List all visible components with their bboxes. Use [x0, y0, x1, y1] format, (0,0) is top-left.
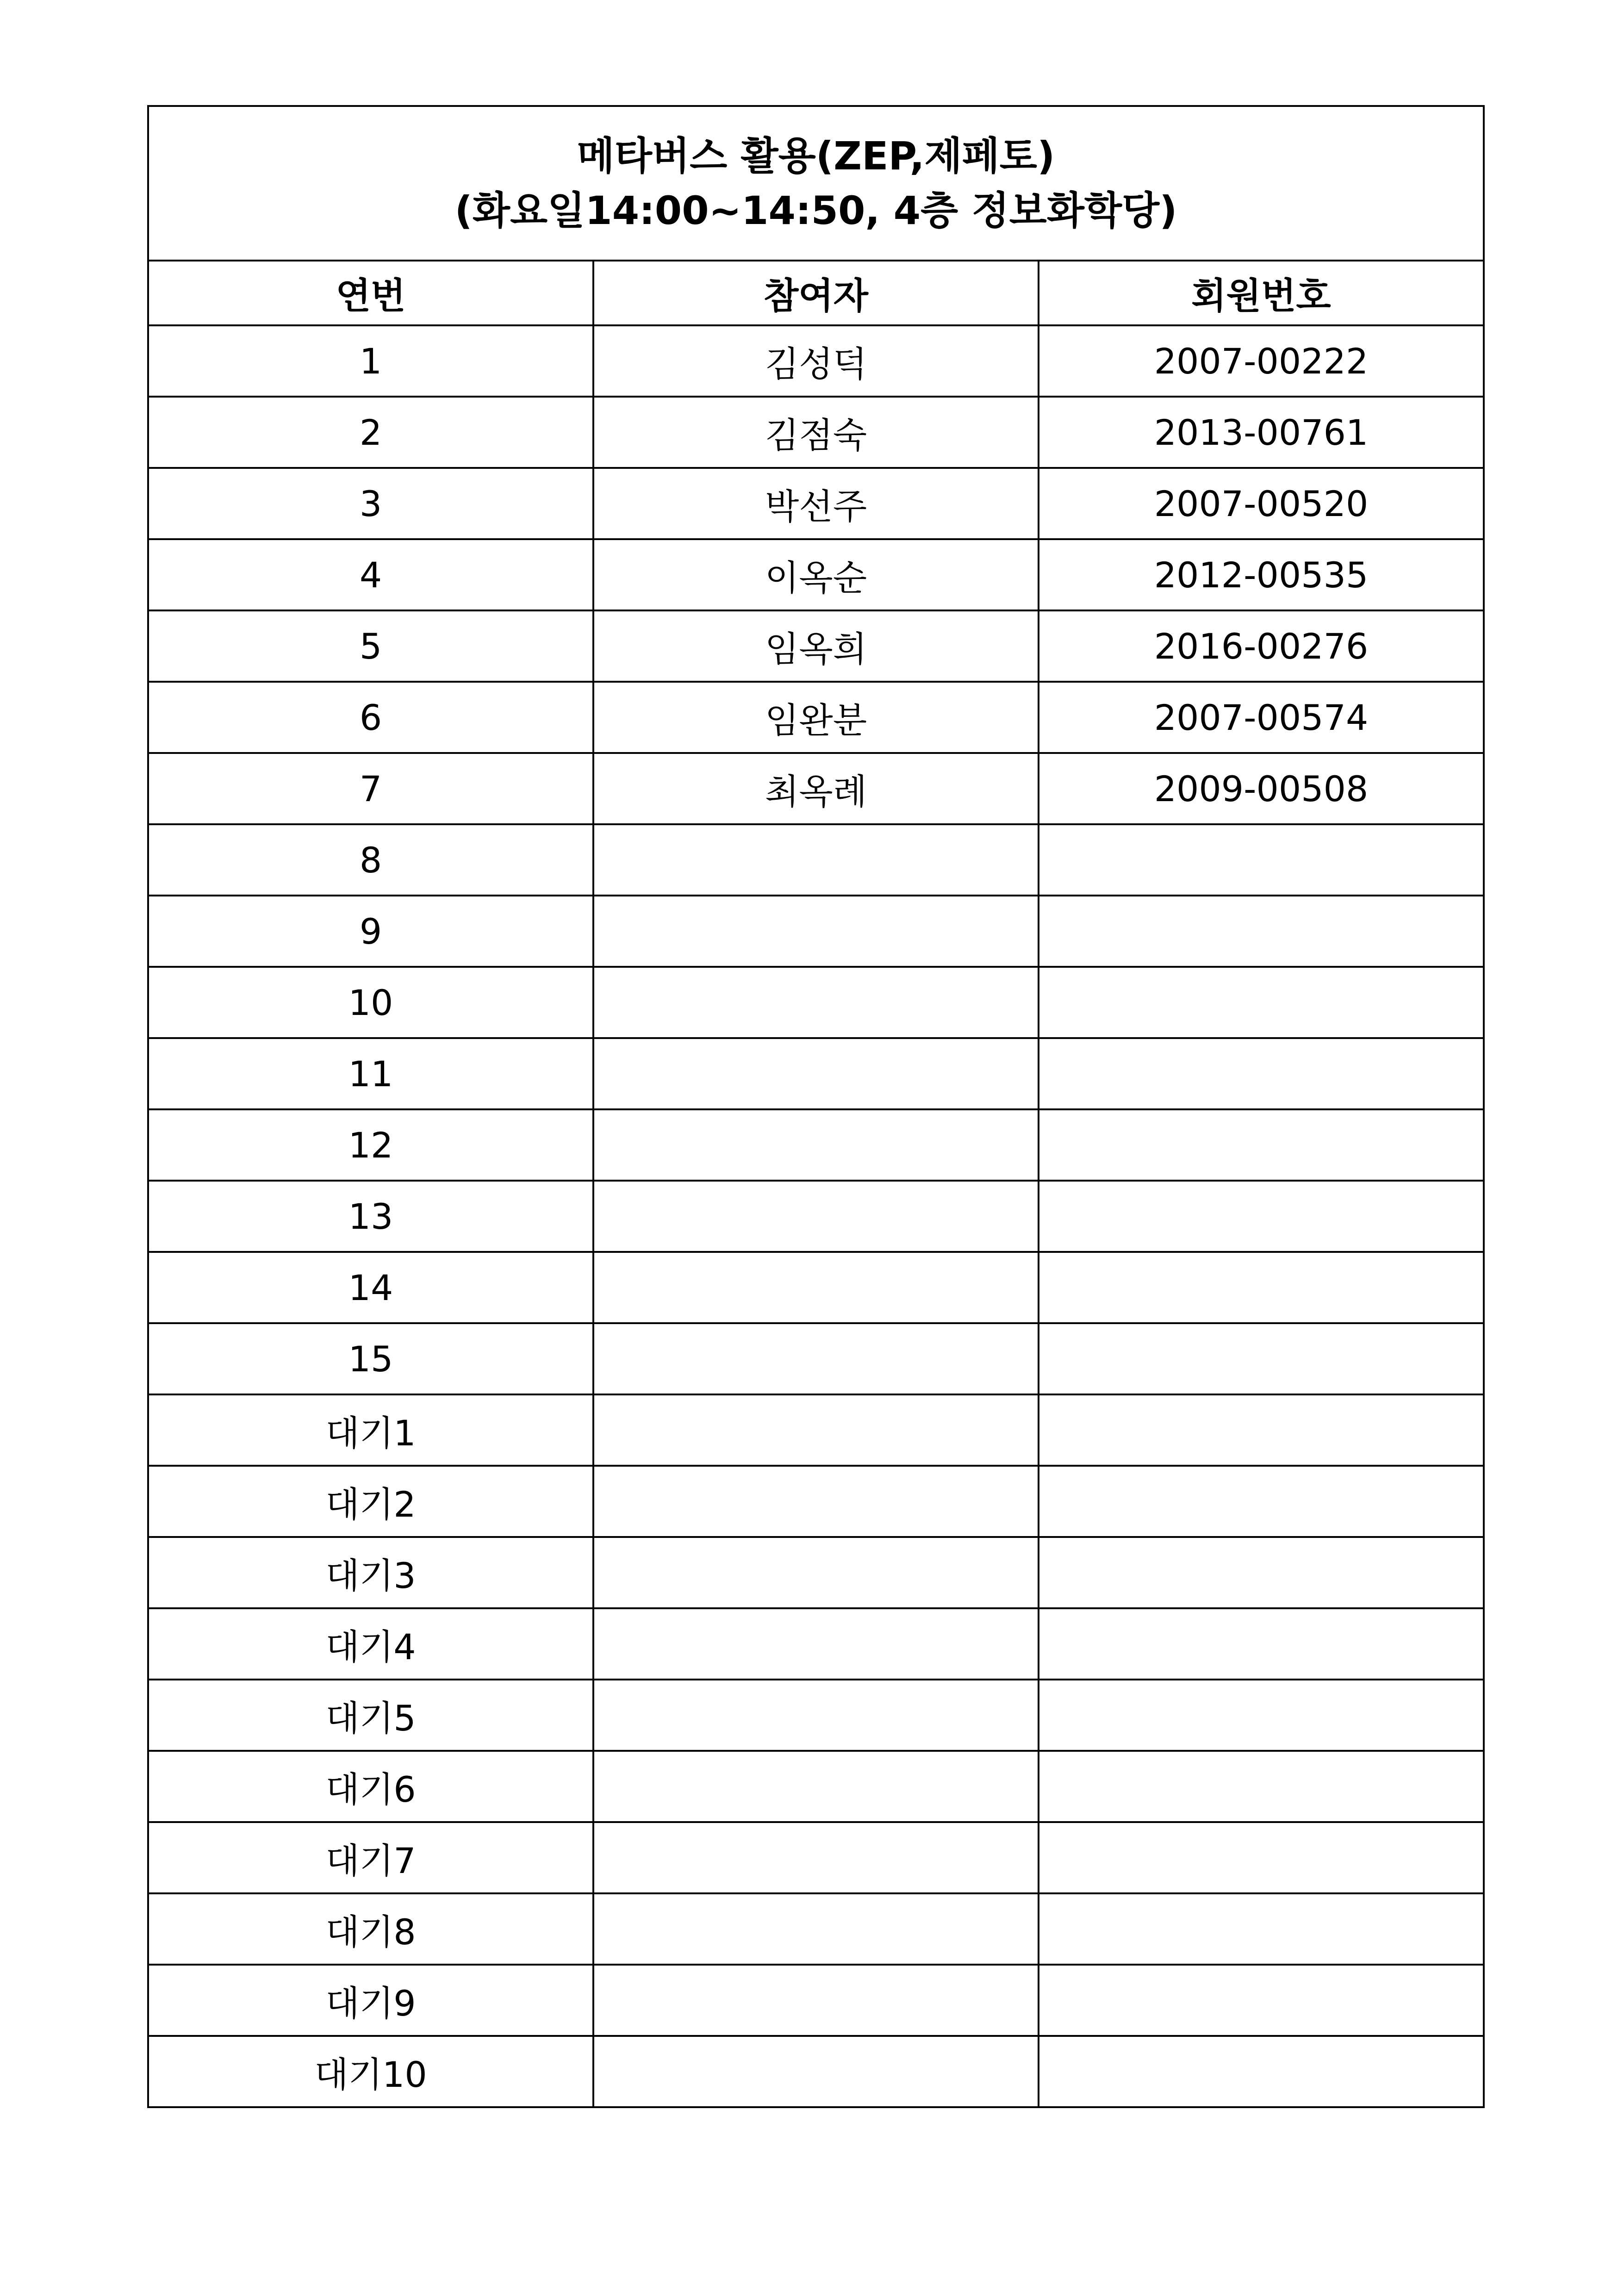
table-row	[148, 896, 1484, 967]
table-row	[148, 1038, 1484, 1109]
table-row	[148, 325, 1484, 397]
table-row	[148, 1893, 1484, 1965]
table-row	[148, 1109, 1484, 1181]
cell-number: 대기2	[148, 1466, 593, 1537]
cell-participant	[593, 1038, 1039, 1109]
cell-number: 6	[148, 682, 593, 753]
table-row	[148, 397, 1484, 468]
table-row	[148, 1252, 1484, 1323]
cell-participant: 김점숙	[593, 397, 1039, 468]
cell-number: 대기9	[148, 1965, 593, 2036]
cell-member-id	[1039, 1608, 1484, 1680]
table-row	[148, 1680, 1484, 1751]
cell-number: 7	[148, 753, 593, 824]
cell-participant	[593, 1252, 1039, 1323]
table-row	[148, 2036, 1484, 2107]
cell-number: 2	[148, 397, 593, 468]
cell-participant	[593, 824, 1039, 896]
cell-participant	[593, 2036, 1039, 2107]
cell-member-id	[1039, 1038, 1484, 1109]
cell-number: 4	[148, 539, 593, 610]
table-row	[148, 1466, 1484, 1537]
table-row	[148, 610, 1484, 682]
cell-member-id	[1039, 1965, 1484, 2036]
cell-participant	[593, 1109, 1039, 1181]
cell-member-id: 2007-00574	[1039, 682, 1484, 753]
cell-number: 11	[148, 1038, 593, 1109]
cell-member-id: 2013-00761	[1039, 397, 1484, 468]
cell-number: 대기7	[148, 1822, 593, 1893]
cell-participant: 박선주	[593, 468, 1039, 539]
cell-number: 9	[148, 896, 593, 967]
cell-number: 대기1	[148, 1394, 593, 1466]
cell-member-id	[1039, 896, 1484, 967]
cell-number: 대기10	[148, 2036, 593, 2107]
cell-number: 대기8	[148, 1893, 593, 1965]
cell-participant	[593, 1323, 1039, 1394]
attendance-sheet	[147, 105, 1483, 2108]
table-row	[148, 1965, 1484, 2036]
table-row	[148, 682, 1484, 753]
table-row	[148, 1323, 1484, 1394]
cell-participant	[593, 1822, 1039, 1893]
attendance-table	[147, 105, 1485, 2108]
cell-participant	[593, 1537, 1039, 1608]
cell-participant: 김성덕	[593, 325, 1039, 397]
cell-number: 14	[148, 1252, 593, 1323]
cell-member-id	[1039, 1893, 1484, 1965]
cell-member-id	[1039, 1181, 1484, 1252]
column-header-member-id: 회원번호	[1039, 261, 1484, 325]
cell-participant	[593, 1893, 1039, 1965]
cell-member-id	[1039, 2036, 1484, 2107]
table-row	[148, 824, 1484, 896]
cell-number: 12	[148, 1109, 593, 1181]
cell-number: 10	[148, 967, 593, 1038]
table-row	[148, 1608, 1484, 1680]
cell-member-id: 2012-00535	[1039, 539, 1484, 610]
table-row	[148, 539, 1484, 610]
cell-number: 13	[148, 1181, 593, 1252]
cell-member-id: 2007-00520	[1039, 468, 1484, 539]
cell-number: 5	[148, 610, 593, 682]
cell-member-id	[1039, 1537, 1484, 1608]
cell-number: 대기5	[148, 1680, 593, 1751]
cell-number: 8	[148, 824, 593, 896]
table-row	[148, 468, 1484, 539]
cell-member-id	[1039, 1252, 1484, 1323]
table-row	[148, 1181, 1484, 1252]
cell-participant	[593, 1394, 1039, 1466]
cell-participant: 이옥순	[593, 539, 1039, 610]
table-body	[148, 325, 1484, 2107]
table-row	[148, 753, 1484, 824]
column-header-participant: 참여자	[593, 261, 1039, 325]
header-row	[148, 261, 1484, 325]
cell-number: 대기3	[148, 1537, 593, 1608]
table-row	[148, 1822, 1484, 1893]
column-header-number: 연번	[148, 261, 593, 325]
cell-participant	[593, 896, 1039, 967]
cell-number: 1	[148, 325, 593, 397]
cell-member-id	[1039, 967, 1484, 1038]
cell-participant	[593, 1608, 1039, 1680]
table-row	[148, 967, 1484, 1038]
cell-number: 대기4	[148, 1608, 593, 1680]
cell-participant	[593, 1466, 1039, 1537]
cell-participant	[593, 1680, 1039, 1751]
cell-participant: 임완분	[593, 682, 1039, 753]
cell-number: 대기6	[148, 1751, 593, 1822]
cell-member-id	[1039, 1466, 1484, 1537]
cell-participant	[593, 967, 1039, 1038]
cell-member-id: 2009-00508	[1039, 753, 1484, 824]
table-row	[148, 1537, 1484, 1608]
cell-member-id	[1039, 1323, 1484, 1394]
cell-member-id	[1039, 1680, 1484, 1751]
cell-member-id	[1039, 1394, 1484, 1466]
cell-member-id	[1039, 824, 1484, 896]
cell-member-id	[1039, 1109, 1484, 1181]
cell-participant: 임옥희	[593, 610, 1039, 682]
cell-member-id	[1039, 1751, 1484, 1822]
cell-participant	[593, 1181, 1039, 1252]
cell-participant: 최옥례	[593, 753, 1039, 824]
title-line-2: (화요일14:00~14:50, 4층 정보화학당)	[454, 188, 1177, 233]
cell-number: 3	[148, 468, 593, 539]
cell-participant	[593, 1965, 1039, 2036]
cell-member-id: 2016-00276	[1039, 610, 1484, 682]
table-row	[148, 1394, 1484, 1466]
cell-member-id	[1039, 1822, 1484, 1893]
table-row	[148, 1751, 1484, 1822]
title-row	[148, 106, 1484, 261]
cell-number: 15	[148, 1323, 593, 1394]
cell-member-id: 2007-00222	[1039, 325, 1484, 397]
table-title	[148, 106, 1484, 261]
title-line-1: 메타버스 활용(ZEP,제페토)	[577, 133, 1055, 179]
cell-participant	[593, 1751, 1039, 1822]
